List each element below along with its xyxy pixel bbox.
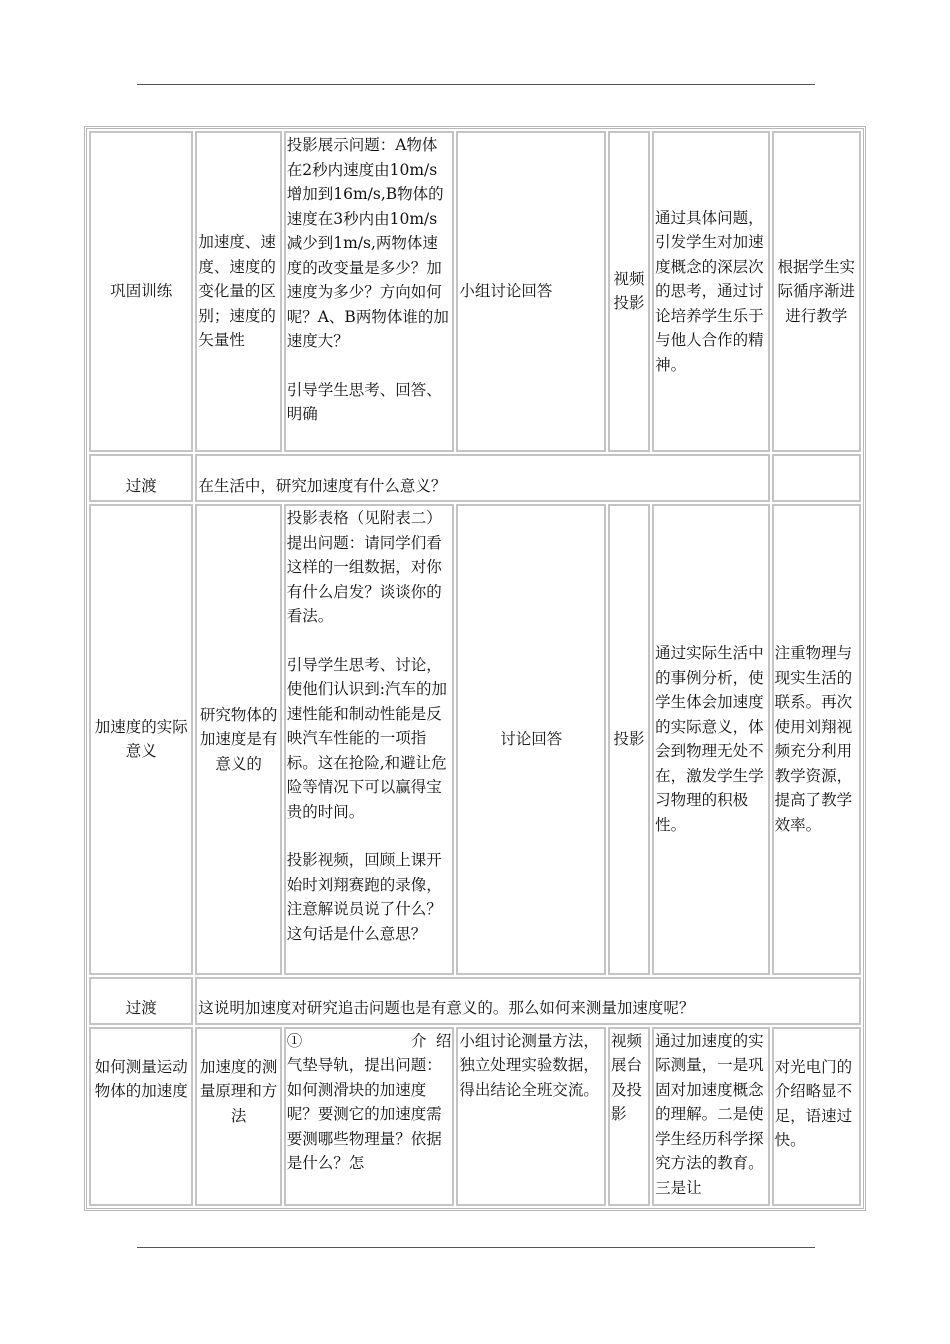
teacher-activity-cell [284, 131, 455, 452]
student-activity-cell: 讨论回答 [456, 504, 606, 975]
content-cell: 加速度、速度、速度的变化量的区别；速度的矢量性 [195, 131, 281, 452]
transition-text: 这说明加速度对研究追击问题也是有意义的。那么如何来测量加速度呢？ [195, 977, 861, 1025]
table-row [89, 1027, 861, 1206]
table-row [89, 504, 861, 975]
transition-label: 过渡 [89, 454, 193, 502]
section-cell: 如何测量运动物体的加速度 [89, 1027, 193, 1206]
header-rule [137, 84, 815, 85]
reflection-cell: 根据学生实际循序渐进进行教学 [772, 131, 861, 452]
transition-label: 过渡 [89, 977, 193, 1025]
student-activity-cell: 小组讨论回答 [456, 131, 606, 452]
design-intent-cell: 通过加速度的实际测量，一是巩固对加速度概念的理解。二是使学生经历科学探究方法的教育。三是让 [652, 1027, 769, 1206]
teacher-paragraph: 投影表格（见附表二）提出问题：请同学们看这样的一组数据，对你有什么启发？谈谈你的看法。 [286, 509, 442, 626]
lesson-plan-table [84, 126, 866, 1211]
reflection-cell: 注重物理与现实生活的联系。再次使用刘翔视频充分利用教学资源，提高了教学效率。 [772, 504, 861, 975]
teacher-activity-cell [284, 504, 455, 975]
table-row [89, 977, 861, 1025]
empty-cell [772, 454, 861, 502]
teacher-paragraph: 投影展示问题：A物体在2秒内速度由10m/s增加到16m/s,B物体的速度在3秒内由10m/s减少到1m/s,两物体速度的改变量是多少？加速度为多少？方向如何呢？A、B两物体谁的加速度大？ [286, 136, 449, 350]
teacher-paragraph: 气垫导轨，提出问题：如何测滑块的加速度呢？要测它的加速度需要测哪些物理量？依据是什么？怎 [286, 1056, 442, 1173]
content-cell: 研究物体的加速度是有意义的 [195, 504, 281, 975]
teacher-activity-cell [284, 1027, 455, 1206]
teacher-paragraph: 投影视频，回顾上课开始时刘翔赛跑的录像，注意解说员说了什么？这句话是什么意思？ [286, 851, 442, 943]
reflection-cell: 对光电门的介绍略显不足，语速过快。 [772, 1027, 861, 1206]
design-intent-cell: 通过实际生活中的事例分析，使学生体会加速度的实际意义，体会到物理无处不在，激发学生学习物理的积极性。 [652, 504, 769, 975]
teacher-first-line: ① 介绍 [286, 1031, 452, 1050]
media-cell: 视频投影 [608, 131, 650, 452]
teacher-paragraph: 引导学生思考、讨论，使他们认识到:汽车的加速性能和制动性能是反映汽车性能的一项指标。这在抢险,和避让危险等情况下可以赢得宝贵的时间。 [286, 655, 447, 821]
section-cell: 巩固训练 [89, 131, 193, 452]
media-cell: 投影 [608, 504, 650, 975]
student-activity-cell: 小组讨论测量方法，独立处理实验数据，得出结论全班交流。 [456, 1027, 606, 1206]
teacher-paragraph: 引导学生思考、回答、明确 [286, 380, 442, 423]
table-row [89, 454, 861, 502]
transition-text: 在生活中，研究加速度有什么意义？ [195, 454, 769, 502]
design-intent-cell: 通过具体问题，引发学生对加速度概念的深层次的思考，通过讨论培养学生乐于与他人合作的精神。 [652, 131, 769, 452]
footer-rule [137, 1247, 815, 1248]
content-cell: 加速度的测量原理和方法 [195, 1027, 281, 1206]
media-cell: 视频展台及投影 [608, 1027, 650, 1206]
section-cell: 加速度的实际意义 [89, 504, 193, 975]
table-row [89, 131, 861, 452]
